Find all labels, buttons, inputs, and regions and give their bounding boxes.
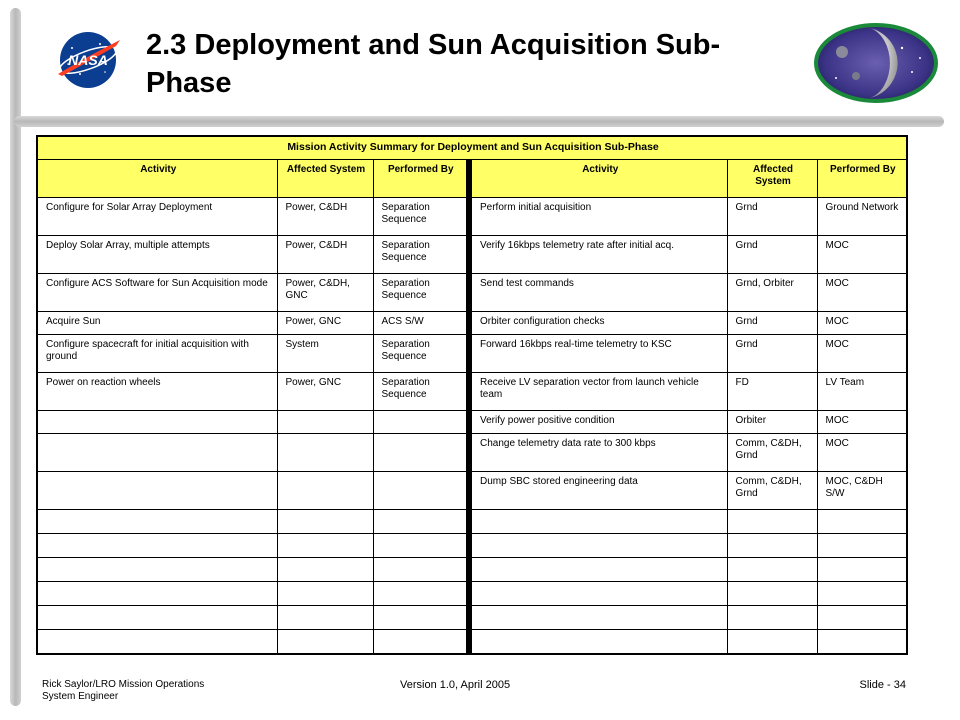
cell-affected-system-right: Grnd, Orbiter bbox=[727, 274, 817, 312]
table-caption: Mission Activity Summary for Deployment and Sun Acquisition Sub-Phase bbox=[37, 136, 907, 160]
cell-activity-left bbox=[37, 558, 277, 582]
cell-activity-right bbox=[469, 606, 727, 630]
cell-affected-system-right bbox=[727, 606, 817, 630]
cell-performed-by-left: Separation Sequence bbox=[373, 236, 469, 274]
cell-affected-system-right: Grnd bbox=[727, 335, 817, 373]
cell-affected-system-left bbox=[277, 472, 373, 510]
cell-performed-by-right: MOC bbox=[817, 434, 907, 472]
cell-activity-left: Power on reaction wheels bbox=[37, 373, 277, 411]
table-row bbox=[37, 236, 907, 274]
cell-affected-system-right: Grnd bbox=[727, 198, 817, 236]
table-row bbox=[37, 558, 907, 582]
cell-performed-by-left bbox=[373, 582, 469, 606]
cell-activity-left bbox=[37, 606, 277, 630]
header-affected-system-left: Affected System bbox=[277, 160, 373, 198]
slide-title bbox=[146, 26, 806, 102]
cell-affected-system-left bbox=[277, 434, 373, 472]
cell-activity-left bbox=[37, 582, 277, 606]
footer-author bbox=[42, 679, 302, 703]
table-row bbox=[37, 582, 907, 606]
table-header-row bbox=[37, 160, 907, 198]
cell-performed-by-right: MOC bbox=[817, 335, 907, 373]
header-activity-left: Activity bbox=[37, 160, 277, 198]
cell-performed-by-right bbox=[817, 510, 907, 534]
cell-affected-system-left bbox=[277, 630, 373, 655]
nasa-meatball-icon bbox=[50, 26, 128, 92]
cell-performed-by-right bbox=[817, 582, 907, 606]
table-row bbox=[37, 434, 907, 472]
cell-affected-system-right bbox=[727, 510, 817, 534]
table-row bbox=[37, 510, 907, 534]
footer-author-line-1: Rick Saylor/LRO Mission Operations bbox=[42, 679, 205, 690]
cell-activity-left bbox=[37, 510, 277, 534]
cell-activity-left: Configure ACS Software for Sun Acquisition mode bbox=[37, 274, 277, 312]
cell-activity-right: Verify power positive condition bbox=[469, 411, 727, 434]
mission-activity-table bbox=[36, 135, 908, 655]
cell-affected-system-right: Grnd bbox=[727, 312, 817, 335]
cell-affected-system-right: FD bbox=[727, 373, 817, 411]
cell-activity-right: Dump SBC stored engineering data bbox=[469, 472, 727, 510]
cell-performed-by-left bbox=[373, 630, 469, 655]
cell-performed-by-right: Ground Network bbox=[817, 198, 907, 236]
cell-affected-system-right bbox=[727, 630, 817, 655]
cell-activity-right: Verify 16kbps telemetry rate after initial acq. bbox=[469, 236, 727, 274]
lro-mission-logo-icon bbox=[812, 22, 940, 104]
cell-performed-by-left: Separation Sequence bbox=[373, 274, 469, 312]
cell-activity-right: Send test commands bbox=[469, 274, 727, 312]
cell-affected-system-left: Power, GNC bbox=[277, 373, 373, 411]
cell-performed-by-right bbox=[817, 558, 907, 582]
cell-activity-right bbox=[469, 558, 727, 582]
table-row bbox=[37, 198, 907, 236]
cell-performed-by-left: Separation Sequence bbox=[373, 373, 469, 411]
cell-activity-left: Acquire Sun bbox=[37, 312, 277, 335]
slide-title-line-1: 2.3 Deployment and Sun Acquisition Sub- bbox=[146, 29, 721, 61]
cell-affected-system-left bbox=[277, 411, 373, 434]
cell-affected-system-left: Power, C&DH bbox=[277, 198, 373, 236]
cell-activity-left: Configure for Solar Array Deployment bbox=[37, 198, 277, 236]
cell-activity-right bbox=[469, 510, 727, 534]
cell-activity-right: Forward 16kbps real-time telemetry to KSC bbox=[469, 335, 727, 373]
cell-affected-system-right bbox=[727, 534, 817, 558]
cell-activity-left bbox=[37, 534, 277, 558]
cell-performed-by-left bbox=[373, 411, 469, 434]
cell-performed-by-left bbox=[373, 472, 469, 510]
cell-activity-right bbox=[469, 630, 727, 655]
cell-affected-system-left bbox=[277, 510, 373, 534]
cell-activity-right: Orbiter configuration checks bbox=[469, 312, 727, 335]
cell-affected-system-left bbox=[277, 606, 373, 630]
cell-performed-by-left bbox=[373, 434, 469, 472]
cell-performed-by-left: Separation Sequence bbox=[373, 198, 469, 236]
table-row bbox=[37, 335, 907, 373]
cell-affected-system-right: Grnd bbox=[727, 236, 817, 274]
cell-activity-left: Configure spacecraft for initial acquisition with ground bbox=[37, 335, 277, 373]
cell-affected-system-right: Orbiter bbox=[727, 411, 817, 434]
cell-activity-right: Perform initial acquisition bbox=[469, 198, 727, 236]
table-row bbox=[37, 411, 907, 434]
cell-performed-by-left bbox=[373, 510, 469, 534]
header-performed-by-right: Performed By bbox=[817, 160, 907, 198]
table-body bbox=[37, 198, 907, 655]
cell-activity-left bbox=[37, 472, 277, 510]
cell-affected-system-left bbox=[277, 558, 373, 582]
cell-performed-by-left bbox=[373, 606, 469, 630]
cell-performed-by-right: MOC bbox=[817, 312, 907, 335]
cell-performed-by-right bbox=[817, 534, 907, 558]
cell-performed-by-right: MOC bbox=[817, 274, 907, 312]
cell-affected-system-left: Power, C&DH bbox=[277, 236, 373, 274]
header-activity-right: Activity bbox=[469, 160, 727, 198]
cell-performed-by-left bbox=[373, 558, 469, 582]
cell-activity-left bbox=[37, 434, 277, 472]
cell-affected-system-right bbox=[727, 582, 817, 606]
footer-author-line-2: System Engineer bbox=[42, 691, 119, 702]
cell-activity-right bbox=[469, 582, 727, 606]
cell-performed-by-right: MOC bbox=[817, 236, 907, 274]
cell-performed-by-left: ACS S/W bbox=[373, 312, 469, 335]
cell-affected-system-left: System bbox=[277, 335, 373, 373]
cell-affected-system-right bbox=[727, 558, 817, 582]
cell-affected-system-right: Comm, C&DH, Grnd bbox=[727, 434, 817, 472]
nasa-logo-text: NASA bbox=[68, 52, 108, 68]
cell-activity-right: Change telemetry data rate to 300 kbps bbox=[469, 434, 727, 472]
cell-activity-left bbox=[37, 411, 277, 434]
cell-performed-by-left bbox=[373, 534, 469, 558]
table-row bbox=[37, 312, 907, 335]
table-row bbox=[37, 606, 907, 630]
cell-activity-left bbox=[37, 630, 277, 655]
slide-title-line-2: Phase bbox=[146, 67, 232, 99]
cell-activity-right bbox=[469, 534, 727, 558]
table-row bbox=[37, 630, 907, 655]
cell-performed-by-left: Separation Sequence bbox=[373, 335, 469, 373]
cell-performed-by-right bbox=[817, 606, 907, 630]
cell-performed-by-right: MOC bbox=[817, 411, 907, 434]
cell-activity-right: Receive LV separation vector from launch vehicle team bbox=[469, 373, 727, 411]
cell-affected-system-left bbox=[277, 534, 373, 558]
cell-affected-system-left: Power, GNC bbox=[277, 312, 373, 335]
table-caption-row bbox=[37, 136, 907, 160]
slide-frame-top-bar bbox=[14, 116, 944, 127]
header-affected-system-right: Affected System bbox=[727, 160, 817, 198]
cell-activity-left: Deploy Solar Array, multiple attempts bbox=[37, 236, 277, 274]
table-row bbox=[37, 274, 907, 312]
table-row bbox=[37, 534, 907, 558]
footer-version: Version 1.0, April 2005 bbox=[400, 679, 511, 691]
header-performed-by-left: Performed By bbox=[373, 160, 469, 198]
cell-affected-system-left bbox=[277, 582, 373, 606]
slide-frame-left-bar bbox=[10, 8, 21, 706]
cell-affected-system-left: Power, C&DH, GNC bbox=[277, 274, 373, 312]
cell-performed-by-right: MOC, C&DH S/W bbox=[817, 472, 907, 510]
cell-performed-by-right: LV Team bbox=[817, 373, 907, 411]
table-row bbox=[37, 373, 907, 411]
cell-affected-system-right: Comm, C&DH, Grnd bbox=[727, 472, 817, 510]
table-row bbox=[37, 472, 907, 510]
footer-slide-number: Slide - 34 bbox=[859, 679, 906, 691]
mission-activity-table-container bbox=[36, 135, 906, 663]
cell-performed-by-right bbox=[817, 630, 907, 655]
